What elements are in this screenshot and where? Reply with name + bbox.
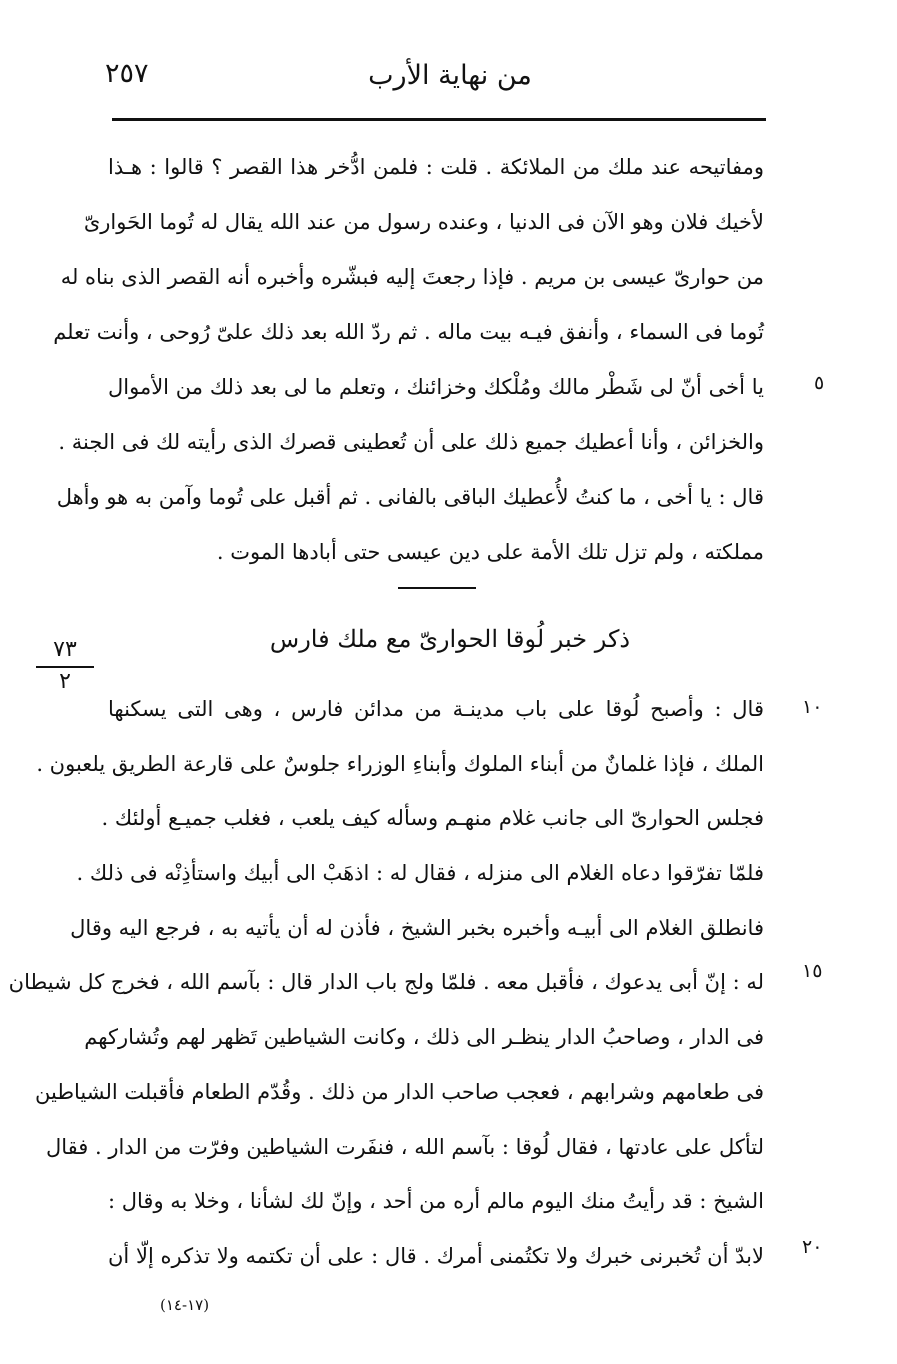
line-number-20: ٢٠ [802,1236,823,1258]
text-line: فانطلق الغلام الى أبيـه وأخبره بخبر الشيخ ، فأذن له أن يأتيه به ، فرجع اليه وقال [70,915,764,940]
text-block-2 [8,682,764,1284]
text-line: فى الدار ، وصاحبُ الدار ينظـر الى ذلك ، وكانت الشياطين تَظهر لهم وتُشاركهم [84,1025,764,1050]
text-line: والخزائن ، وأنا أعطيك جميع ذلك على أن تُعطينى قصرك الذى رأيته لك فى الجنة . [58,430,764,454]
running-title: من نهاية الأرب [368,60,532,91]
text-line: من حوارىّ عيسى بن مريم . فإذا رجعتَ إليه فبشّره وأخبره أنه القصر الذى بناه له [60,265,764,289]
margin-reference-bottom: ٢ [59,669,71,694]
text-line: الملك ، فإذا غلمانٌ من أبناء الملوك وأبناءِ الوزراء جلوسٌ على قارعة الطريق يلعبون . [36,751,764,776]
margin-reference-top: ٧٣ [53,637,77,662]
page-number: ٢٥٧ [105,58,149,89]
text-line: تُوما فى السماء ، وأنفق فيـه بيت ماله . ثم ردّ الله بعد ذلك علىّ رُوحى ، وأنت تعلم [53,320,764,344]
margin-reference-bar [36,666,94,668]
header-rule [112,118,766,121]
text-line: لابدّ أن تُخبرنى خبرك ولا تكتُمنى أمرك . قال : على أن تكتمه ولا تذكره إلّا أن [108,1243,764,1268]
line-number-10: ١٠ [802,696,823,718]
line-number-15: ١٥ [802,960,823,982]
margin-reference [32,636,98,694]
text-line: قال : وأصبح لُوقا على باب مدينـة من مدائن فارس ، وهى التى يسكنها [108,697,764,721]
text-line: مملكته ، ولم تزل تلك الأمة على دين عيسى حتى أبادها الموت . [216,540,764,564]
text-line: لأخيك فلان وهو الآن فى الدنيا ، وعنده رسول من عند الله يقال له تُوما الحَوارىّ [83,210,764,234]
section-divider [398,587,476,589]
signature-mark: (١٧-١٤) [160,1296,210,1314]
text-line: فلمّا تفرّقوا دعاه الغلام الى منزله ، فقال له : اذهَبْ الى أبيك واستأذِنْه فى ذلك . [76,861,764,886]
text-line: قال : يا أخى ، ما كنتُ لأُعطيك الباقى بالفانى . ثم أقبل على تُوما وآمن به هو وأهل [56,485,764,509]
text-line: لتأكل على عادتها ، فقال لُوقا : بآسم الله ، فنفَرت الشياطين وفرّت من الدار . فقال [45,1134,764,1159]
text-line: ومفاتيحه عند ملك من الملائكة . قلت : فلمن ادُّخر هذا القصر ؟ قالوا : هـذا [108,155,764,179]
text-line: يا أخى أنّ لى شَطْر مالك ومُلْكك وخزائنك ، وتعلم ما لى بعد ذلك من الأموال [108,375,764,399]
text-line: الشيخ : قد رأيتُ منك اليوم مالم أره من أحد ، وإنّ لك لشأنا ، وخلا به وقال : [108,1189,764,1214]
line-number-5: ٥ [814,372,825,394]
section-title: ذكر خبر لُوقا الحوارىّ مع ملك فارس [269,625,631,653]
text-line: فجلس الحوارىّ الى جانب غلام منهـم وسأله كيف يلعب ، فغلب جميـع أولئك . [101,806,764,831]
text-line: له : إنّ أبى يدعوك ، فأقبل معه . فلمّا ولج باب الدار قال : بآسم الله ، فخرج كل شيطان [8,970,764,995]
text-line: فى طعامهم وشرابهم ، فعجب صاحب الدار من ذلك . وقُدّم الطعام فأقبلت الشياطين [35,1079,764,1104]
text-block-1 [53,140,764,580]
